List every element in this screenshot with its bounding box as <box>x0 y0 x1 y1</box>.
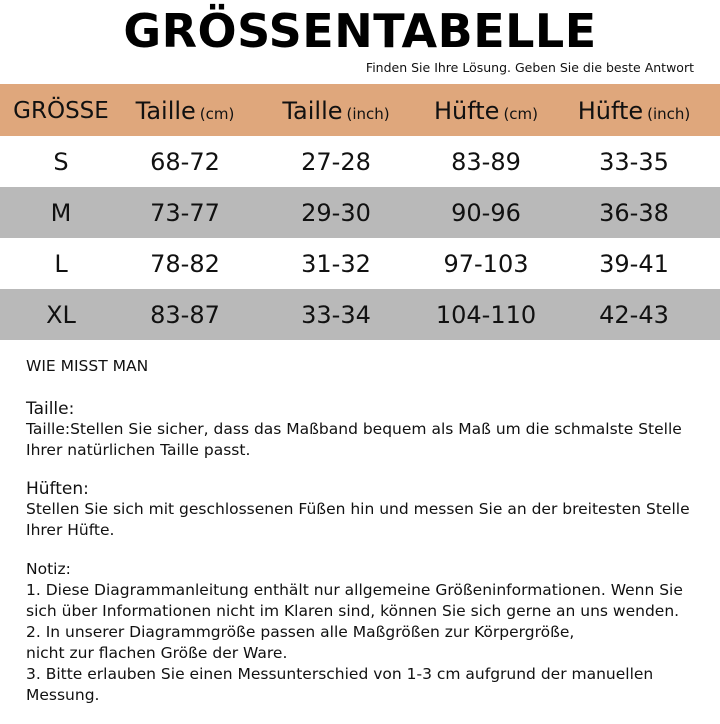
table-cell: 33-34 <box>248 289 424 340</box>
table-row <box>0 289 720 340</box>
table-cell: 68-72 <box>122 136 248 187</box>
table-row <box>0 136 720 187</box>
howto-heading: WIE MISST MAN <box>26 357 149 375</box>
header-label: Hüfte <box>433 97 500 125</box>
table-cell-size: XL <box>0 289 122 340</box>
notes-line: sich über Informationen nicht im Klaren sind, können Sie sich gerne an uns wenden. <box>26 602 680 620</box>
header-unit: (inch) <box>647 105 691 123</box>
waist-heading: Taille: <box>26 399 75 419</box>
notes-section <box>26 559 716 706</box>
table-cell: 39-41 <box>548 238 720 289</box>
header-unit: (cm) <box>199 105 235 123</box>
table-row <box>0 187 720 238</box>
size-table <box>0 84 720 340</box>
table-cell: 27-28 <box>248 136 424 187</box>
header-label: Taille <box>282 97 343 125</box>
waist-text-line: Ihrer natürlichen Taille passt. <box>26 441 251 459</box>
notes-line: 2. In unserer Diagrammgröße passen alle Maßgrößen zur Körpergröße, <box>26 623 575 641</box>
table-cell-size: M <box>0 187 122 238</box>
header-label: Hüfte <box>577 97 644 125</box>
page-title: GRÖSSENTABELLE <box>123 4 597 58</box>
table-cell-size: S <box>0 136 122 187</box>
table-cell: 29-30 <box>248 187 424 238</box>
header-waist-inch <box>248 84 424 136</box>
header-unit: (inch) <box>346 105 390 123</box>
header-hip-cm <box>424 84 548 136</box>
table-cell: 36-38 <box>548 187 720 238</box>
table-cell: 73-77 <box>122 187 248 238</box>
notes-line: 1. Diese Diagrammanleitung enthält nur allgemeine Größeninformationen. Wenn Sie <box>26 581 683 599</box>
header-label: Taille <box>135 97 196 125</box>
table-cell: 83-89 <box>424 136 548 187</box>
waist-text-line: Taille:Stellen Sie sicher, dass das Maßband bequem als Maß um die schmalste Stelle <box>26 420 682 438</box>
table-cell: 31-32 <box>248 238 424 289</box>
header-unit: (cm) <box>503 105 539 123</box>
measuring-guide <box>26 356 716 724</box>
header-waist-cm <box>122 84 248 136</box>
table-cell: 33-35 <box>548 136 720 187</box>
waist-section <box>26 399 716 461</box>
table-cell-size: L <box>0 238 122 289</box>
hips-text-line: Ihrer Hüfte. <box>26 521 115 539</box>
table-cell: 97-103 <box>424 238 548 289</box>
notes-line: 3. Bitte erlauben Sie einen Messunterschied von 1-3 cm aufgrund der manuellen Messung. <box>26 665 654 704</box>
table-cell: 42-43 <box>548 289 720 340</box>
table-cell: 78-82 <box>122 238 248 289</box>
hips-heading: Hüften: <box>26 479 89 499</box>
table-cell: 83-87 <box>122 289 248 340</box>
table-row <box>0 238 720 289</box>
header-label: GRÖSSE <box>13 98 109 124</box>
page-subtitle: Finden Sie Ihre Lösung. Geben Sie die beste Antwort <box>365 60 694 75</box>
header-hip-inch <box>548 84 720 136</box>
table-header-row <box>0 84 720 136</box>
hips-text-line: Stellen Sie sich mit geschlossenen Füßen hin und messen Sie an der breitesten Stelle <box>26 500 690 518</box>
notes-heading: Notiz: <box>26 560 71 578</box>
hips-section <box>26 479 716 541</box>
header-size <box>0 84 122 136</box>
table-cell: 90-96 <box>424 187 548 238</box>
table-cell: 104-110 <box>424 289 548 340</box>
notes-line: nicht zur flachen Größe der Ware. <box>26 644 288 662</box>
